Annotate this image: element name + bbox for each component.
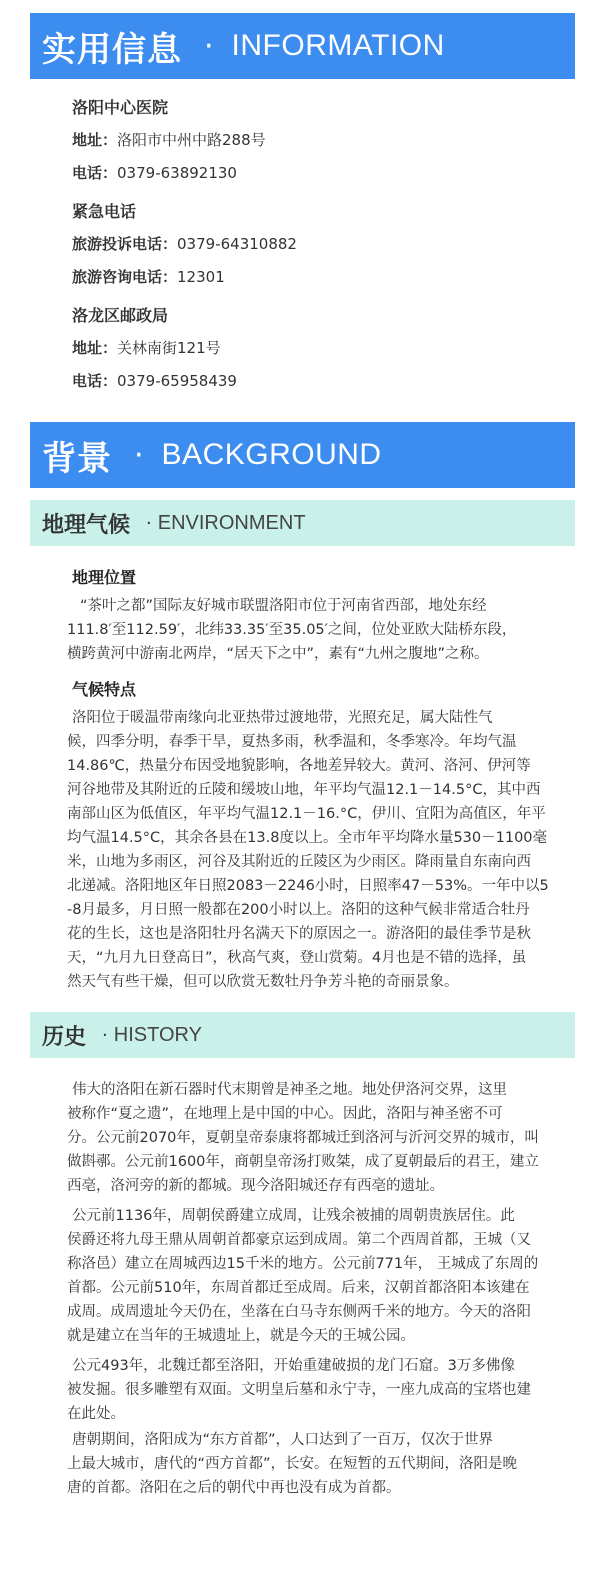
text-line: 候，四季分明，春季干旱，夏热多雨，秋季温和，冬季寒冷。年均气温: [67, 734, 517, 750]
text-line: 公元前1136年，周朝侯爵建立成周，让残余被捕的周朝贵族居住。此: [72, 1208, 515, 1224]
text-line: 洛阳位于暖温带南缘向北亚热带过渡地带，光照充足，属大陆性气: [72, 710, 493, 726]
text-line: 就是建立在当年的王城遗址上，就是今天的王城公园。: [67, 1328, 415, 1344]
hospital-address: [72, 124, 266, 157]
address-label: 地址：: [72, 339, 118, 357]
banner-title-en: BACKGROUND: [161, 438, 382, 471]
consult-value: 12301: [177, 268, 225, 286]
text-line: 111.8′至112.59′，北纬33.35′至35.05′之间，位处亚欧大陆桥东段，: [67, 622, 517, 638]
history-paragraph-1: [67, 1078, 557, 1198]
text-line: 然天气有些干燥，但可以欣赏无数牡丹争芳斗艳的奇丽景象。: [67, 974, 459, 990]
consult-phone: [72, 261, 297, 294]
complaint-phone: [72, 228, 297, 261]
text-line: 成周。成周遗址今天仍在，坐落在白马寺东侧两千米的地方。今天的洛阳: [67, 1304, 531, 1320]
text-line: 南部山区为低值区，年平均气温12.1－16.°C，伊川、宜阳为高值区，年平: [67, 806, 546, 822]
section-title-zh: 历史: [42, 1024, 87, 1050]
text-line: 上最大城市，唐代的“西方首都”，长安。在短暂的五代期间，洛阳是晚: [67, 1456, 518, 1472]
text-line: 北递减。洛阳地区年日照2083－2246小时，日照率47－53%。一年中以5: [67, 878, 549, 894]
section-title-en: HISTORY: [113, 1023, 202, 1046]
phone-value: 0379-65958439: [117, 372, 237, 390]
text-line: 唐朝期间，洛阳成为“东方首都”，人口达到了一百万，仅次于世界: [72, 1432, 494, 1448]
text-line: 分。公元前2070年，夏朝皇帝泰康将都城迁到洛河与沂河交界的城市，叫: [67, 1130, 539, 1146]
banner-dot: ·: [134, 437, 144, 473]
address-value: 洛阳市中州中路288号: [117, 131, 266, 149]
text-line: 14.86℃，热量分布因受地貌影响，各地差异较大。黄河、洛河、伊河等: [67, 758, 531, 774]
hospital-phone: [72, 157, 266, 190]
text-line: 做斟鄩。公元前1600年，商朝皇帝汤打败桀，成了夏朝最后的君王，建立: [67, 1154, 539, 1170]
address-value: 关林南街121号: [117, 339, 221, 357]
text-line: 被发掘。很多雕塑有双面。文明皇后墓和永宁寺，一座九成高的宝塔也建: [67, 1382, 531, 1398]
section-dot: ·: [102, 1024, 108, 1046]
text-line: -8月最多，月日照一般都在200小时以上。洛阳的这种气候非常适合牡丹: [67, 902, 530, 918]
text-line: 西亳，洛河旁的新的都城。现今洛阳城还存有西亳的遗址。: [67, 1178, 444, 1194]
complaint-value: 0379-64310882: [177, 235, 297, 253]
text-line: 被称作“夏之遗”，在地理上是中国的中心。因此，洛阳与神圣密不可: [67, 1106, 503, 1122]
text-line: 唐的首都。洛阳在之后的朝代中再也没有成为首都。: [67, 1480, 401, 1496]
history-paragraph-3: [67, 1354, 557, 1426]
text-line: 伟大的洛阳在新石器时代末期曾是神圣之地。地处伊洛河交界，这里: [72, 1082, 507, 1098]
text-line: “茶叶之都”国际友好城市联盟洛阳市位于河南省西部，地处东经: [80, 598, 487, 614]
text-line: 首都。公元前510年，东周首都迁至成周。后来，汉朝首都洛阳本该建在: [67, 1280, 530, 1296]
text-line: 天，“九月九日登高日”，秋高气爽，登山赏菊。4月也是不错的选择，虽: [67, 950, 527, 966]
geo-title: 地理位置: [72, 568, 137, 587]
banner-title-zh: 背景: [42, 438, 112, 479]
text-line: 公元493年，北魏迁都至洛阳，开始重建破损的龙门石窟。3万多佛像: [72, 1358, 515, 1374]
history-paragraph-2: [67, 1204, 557, 1348]
hospital-block: [72, 96, 266, 190]
phone-value: 0379-63892130: [117, 164, 237, 182]
history-bar: [30, 1012, 575, 1058]
post-block: [72, 304, 237, 398]
complaint-label: 旅游投诉电话：: [72, 235, 178, 253]
section-dot: ·: [146, 512, 152, 534]
text-line: 花的生长，这也是洛阳牡丹名满天下的原因之一。游洛阳的最佳季节是秋: [67, 926, 531, 942]
hospital-name: 洛阳中心医院: [72, 98, 169, 117]
climate-title: 气候特点: [72, 680, 137, 699]
environment-bar: [30, 500, 575, 546]
section-title-en: ENVIRONMENT: [157, 511, 306, 534]
post-name: 洛龙区邮政局: [72, 306, 169, 325]
geo-paragraph: [67, 594, 565, 666]
emergency-title: 紧急电话: [72, 202, 137, 221]
section-title-zh: 地理气候: [42, 512, 131, 538]
address-label: 地址：: [72, 131, 118, 149]
post-address: [72, 332, 237, 365]
background-banner: [30, 422, 575, 488]
banner-title-zh: 实用信息: [42, 29, 182, 70]
consult-label: 旅游咨询电话：: [72, 268, 178, 286]
text-line: 横跨黄河中游南北两岸，“居天下之中”，素有“九州之腹地”之称。: [67, 646, 489, 662]
banner-title-en: INFORMATION: [231, 29, 445, 62]
text-line: 称洛邑）建立在周城西边15千米的地方。公元前771年， 王城成了东周的: [67, 1256, 539, 1272]
text-line: 在此处。: [67, 1406, 125, 1422]
phone-label: 电话：: [72, 164, 118, 182]
emergency-block: [72, 200, 297, 294]
phone-label: 电话：: [72, 372, 118, 390]
post-phone: [72, 365, 237, 398]
banner-dot: ·: [204, 28, 214, 64]
information-banner: [30, 13, 575, 79]
text-line: 均气温14.5°C，其余各县在13.8度以上。全市年平均降水量530－1100毫: [67, 830, 548, 846]
climate-paragraph: [67, 706, 557, 994]
history-paragraph-4: [67, 1428, 557, 1500]
text-line: 侯爵还将九母王鼎从周朝首都豪京运到成周。第二个西周首都，王城（又: [67, 1232, 531, 1248]
text-line: 河谷地带及其附近的丘陵和缓坡山地，年平均气温12.1－14.5°C，其中西: [67, 782, 541, 798]
text-line: 米，山地为多雨区，河谷及其附近的丘陵区为少雨区。降雨量自东南向西: [67, 854, 531, 870]
